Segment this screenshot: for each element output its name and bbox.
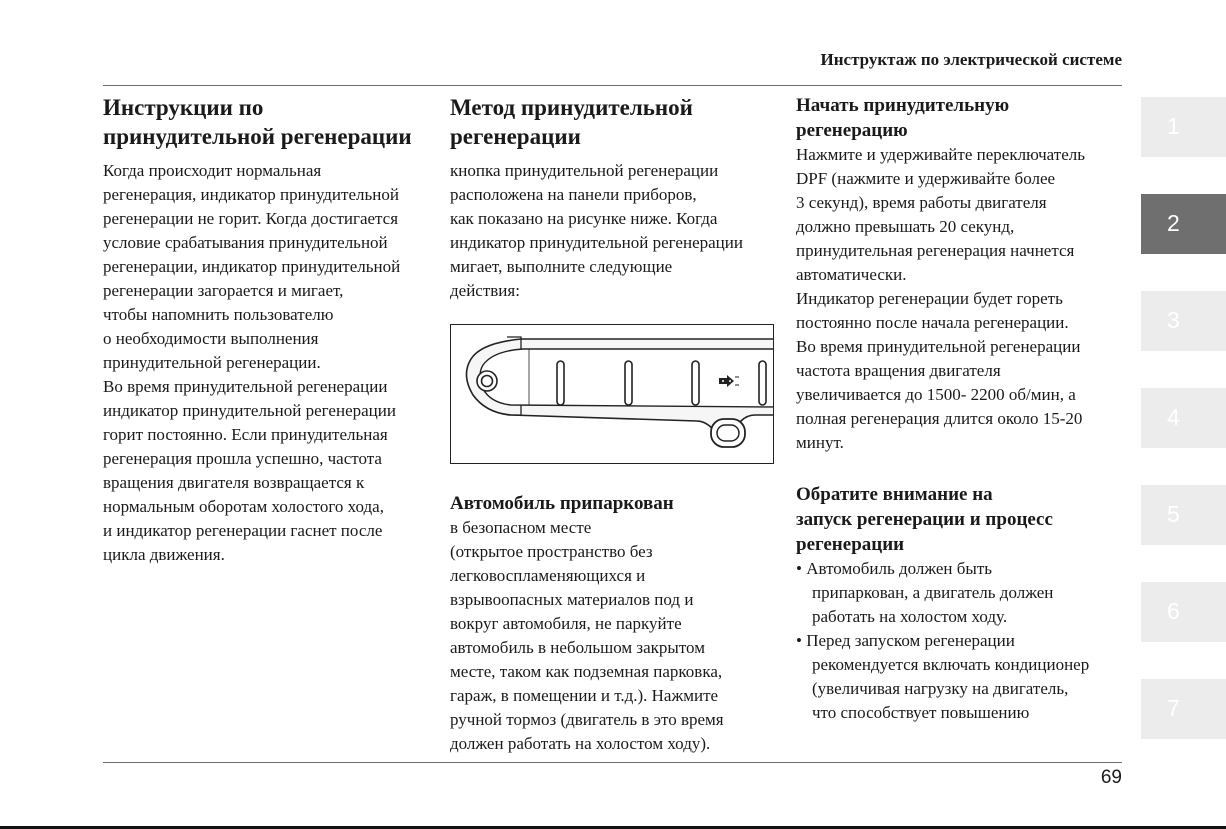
chapter-tab-1[interactable]: 1	[1141, 97, 1226, 157]
bullet-line: рекомендуется включать кондиционер	[812, 655, 1090, 674]
bullet-line: работать на холостом ходу.	[812, 607, 1008, 626]
text-line: DPF (нажмите и удерживайте более	[796, 169, 1056, 188]
bullet-line: (увеличивая нагрузку на двигатель,	[812, 679, 1069, 698]
text-line: как показано на рисунке ниже. Когда	[450, 209, 718, 228]
text-line: кнопка принудительной регенерации	[450, 161, 719, 180]
text-line: 3 секунд), время работы двигателя	[796, 193, 1047, 212]
text-line: минут.	[796, 433, 844, 452]
text-line: автомобиль в небольшом закрытом	[450, 638, 705, 657]
heading-line: регенерацию	[796, 120, 908, 141]
heading-line: Начать принудительную	[796, 95, 1010, 116]
chapter-tab-7[interactable]: 7	[1141, 679, 1226, 739]
text-line: должно превышать 20 секунд,	[796, 217, 1015, 236]
page-number: 69	[1100, 767, 1122, 788]
bullet-line: что способствует повышению	[812, 703, 1030, 722]
text-line: (открытое пространство без	[450, 542, 653, 561]
heading-line: регенерации	[796, 534, 905, 555]
text-line: полная регенерация длится около 15-20	[796, 409, 1083, 428]
heading-line: Метод принудительной	[450, 95, 693, 120]
column-forced-regeneration-method	[450, 93, 785, 756]
text-line: постоянно после начала регенерации.	[796, 313, 1069, 332]
text-line: действия:	[450, 281, 520, 300]
body-text	[450, 159, 785, 303]
column-start-forced-regeneration	[796, 93, 1131, 725]
footer-divider	[103, 762, 1122, 763]
text-line: регенерации, индикатор принудительной	[103, 257, 401, 276]
chapter-tab-2[interactable]: 2	[1141, 194, 1226, 254]
text-line: взрывоопасных материалов под и	[450, 590, 694, 609]
text-line: гараж, в помещении и т.д.). Нажмите	[450, 686, 719, 705]
note-heading	[796, 482, 1131, 557]
text-line: ручной тормоз (двигатель в это время	[450, 710, 724, 729]
text-line: и индикатор регенерации гаснет после	[103, 521, 383, 540]
text-line: индикатор принудительной регенерации	[103, 401, 396, 420]
bullet-item	[796, 557, 1131, 629]
body-text	[796, 143, 1131, 455]
text-line: расположена на панели приборов,	[450, 185, 697, 204]
text-line: должен работать на холостом ходу).	[450, 734, 711, 753]
text-line: о необходимости выполнения	[103, 329, 319, 348]
text-line: регенерации не горит. Когда достигается	[103, 209, 399, 228]
heading-line: регенерации	[450, 124, 581, 149]
section-heading	[103, 93, 443, 151]
text-line: регенерация, индикатор принудительной	[103, 185, 399, 204]
text-line: Нажмите и удерживайте переключатель	[796, 145, 1085, 164]
heading-line: принудительной регенерации	[103, 124, 412, 149]
heading-line: запуск регенерации и процесс	[796, 509, 1053, 530]
text-line: условие срабатывания принудительной	[103, 233, 388, 252]
dashboard-switch-panel-figure	[450, 324, 774, 464]
header-divider	[103, 85, 1122, 86]
text-line: мигает, выполните следующие	[450, 257, 673, 276]
chapter-tab-3[interactable]: 3	[1141, 291, 1226, 351]
chapter-tab-5[interactable]: 5	[1141, 485, 1226, 545]
bullet-item	[796, 629, 1131, 725]
text-line: чтобы напомнить пользователю	[103, 305, 334, 324]
text-line: горит постоянно. Если принудительная	[103, 425, 388, 444]
column-forced-regeneration-instructions	[103, 93, 443, 567]
text-line: частота вращения двигателя	[796, 361, 1001, 380]
text-line: легковоспламеняющихся и	[450, 566, 646, 585]
bullet-list	[796, 557, 1131, 725]
text-line: регенерация прошла успешно, частота	[103, 449, 382, 468]
bullet-first-line: • Перед запуском регенерации	[796, 631, 1015, 650]
body-text	[103, 159, 443, 567]
text-line: увеличивается до 1500- 2200 об/мин, а	[796, 385, 1076, 404]
heading-line: Обратите внимание на	[796, 484, 993, 505]
text-line: Во время принудительной регенерации	[103, 377, 388, 396]
text-line: цикла движения.	[103, 545, 225, 564]
text-line: принудительной регенерации.	[103, 353, 321, 372]
switch-panel-illustration	[451, 325, 774, 464]
chapter-tab-4[interactable]: 4	[1141, 388, 1226, 448]
text-line: принудительная регенерация начнется	[796, 241, 1075, 260]
text-line: в безопасном месте	[450, 518, 592, 537]
text-line: месте, таком как подземная парковка,	[450, 662, 723, 681]
chapter-tab-6[interactable]: 6	[1141, 582, 1226, 642]
bullet-first-line: • Автомобиль должен быть	[796, 559, 993, 578]
page-header-title: Инструктаж по электрической системе	[820, 50, 1122, 69]
text-line: Когда происходит нормальная	[103, 161, 322, 180]
section-heading	[450, 93, 785, 151]
section-heading: Автомобиль припаркован	[450, 493, 674, 514]
text-line: вокруг автомобиля, не паркуйте	[450, 614, 682, 633]
body-text	[450, 516, 785, 756]
text-line: автоматически.	[796, 265, 907, 284]
text-line: Индикатор регенерации будет гореть	[796, 289, 1063, 308]
text-line: индикатор принудительной регенерации	[450, 233, 743, 252]
text-line: нормальным оборотам холостого хода,	[103, 497, 384, 516]
section-heading	[796, 93, 1131, 143]
text-line: Во время принудительной регенерации	[796, 337, 1081, 356]
bullet-line: припаркован, а двигатель должен	[812, 583, 1054, 602]
text-line: вращения двигателя возвращается к	[103, 473, 365, 492]
heading-line: Инструкции по	[103, 95, 264, 120]
text-line: регенерации загорается и мигает,	[103, 281, 344, 300]
